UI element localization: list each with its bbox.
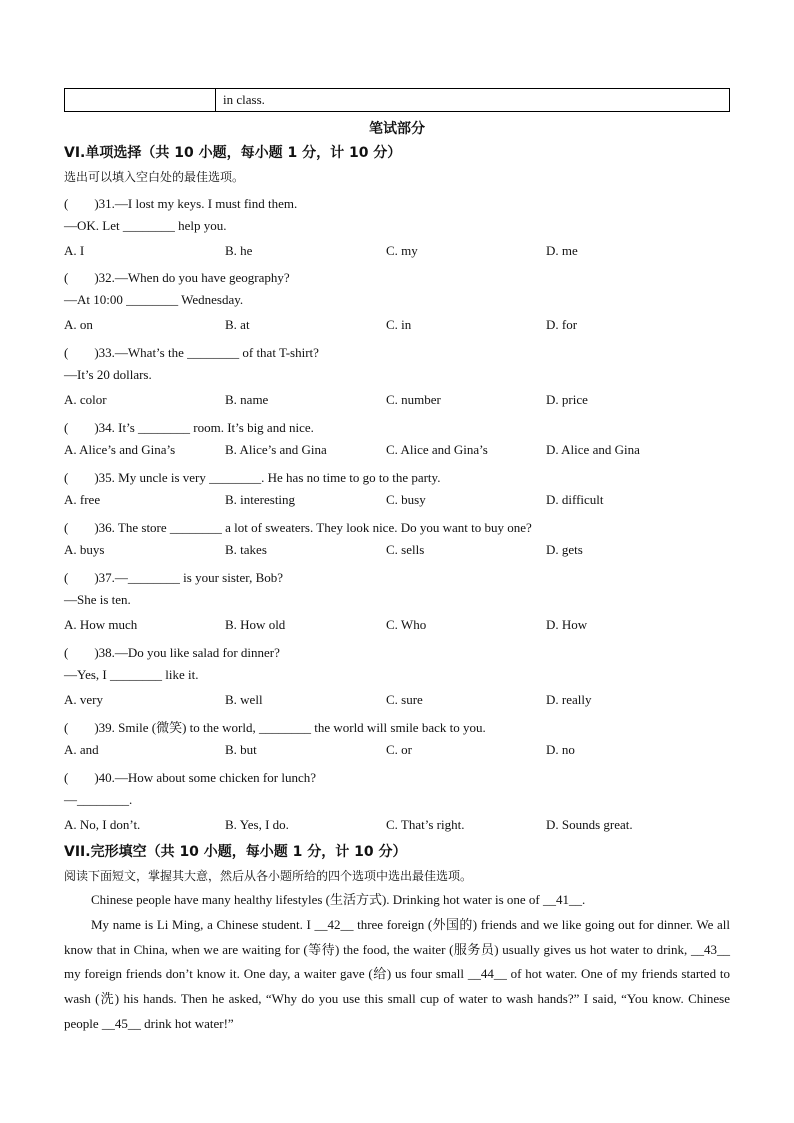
question-34-options [64,442,730,460]
option-b: B. he [225,243,253,258]
table-cell-empty [65,89,216,111]
option-d: D. really [546,692,592,707]
question-40-options [64,817,730,835]
question-37: ( )37.—________ is your sister, Bob? [64,570,284,585]
option-c: C. or [386,742,412,757]
option-c: C. Who [386,617,427,632]
option-d: D. gets [546,542,583,557]
option-d: D. no [546,742,575,757]
option-c: C. in [386,317,412,332]
option-a: A. How much [64,617,138,632]
option-d: D. price [546,392,588,407]
question-40-line2: —________. [64,792,133,807]
option-d: D. Alice and Gina [546,442,640,457]
section-7-heading: VII.完形填空（共 10 小题，每小题 1 分，计 10 分） [64,844,407,860]
question-39: ( )39. Smile (微笑) to the world, ________ the world will smile back to you. [64,720,486,735]
option-c: C. sells [386,542,425,557]
question-38-options [64,692,730,710]
question-32-options [64,317,730,335]
table-cell-text: in class. [223,92,265,107]
question-32-line2: —At 10:00 ________ Wednesday. [64,292,244,307]
option-d: D. for [546,317,578,332]
answer-table-row [64,88,730,112]
option-c: C. Alice and Gina’s [386,442,488,457]
option-c: C. That’s right. [386,817,465,832]
question-31-line2: —OK. Let ________ help you. [64,218,227,233]
question-36-options [64,542,730,560]
question-38-line2: —Yes, I ________ like it. [64,667,199,682]
option-c: C. my [386,243,418,258]
option-a: A. No, I don’t. [64,817,141,832]
question-40: ( )40.—How about some chicken for lunch? [64,770,316,785]
section-6-heading: VI.单项选择（共 10 小题，每小题 1 分，计 10 分） [64,145,402,161]
question-31-options [64,243,730,261]
question-33: ( )33.—What’s the ________ of that T-shirt? [64,345,319,360]
option-a: A. color [64,392,107,407]
question-37-line2: —She is ten. [64,592,131,607]
option-b: B. takes [225,542,267,557]
option-a: A. and [64,742,99,757]
question-32: ( )32.—When do you have geography? [64,270,290,285]
question-37-options [64,617,730,635]
section-7-instruction: 阅读下面短文，掌握其大意，然后从各小题所给的四个选项中选出最佳选项。 [64,869,473,883]
option-a: A. I [64,243,85,258]
option-d: D. difficult [546,492,604,507]
question-36: ( )36. The store ________ a lot of sweaters. They look nice. Do you want to buy one? [64,520,532,535]
option-d: D. How [546,617,588,632]
question-38: ( )38.—Do you like salad for dinner? [64,645,280,660]
option-b: B. How old [225,617,286,632]
option-a: A. on [64,317,93,332]
option-d: D. Sounds great. [546,817,633,832]
passage-paragraph-1: Chinese people have many healthy lifestyles (生活方式). Drinking hot water is one of __41__. [91,892,586,907]
option-d: D. me [546,243,578,258]
option-a: A. very [64,692,103,707]
option-c: C. busy [386,492,426,507]
question-39-options [64,742,730,760]
option-a: A. buys [64,542,105,557]
question-31: ( )31.—I lost my keys. I must find them. [64,196,298,211]
option-b: B. but [225,742,257,757]
option-b: B. name [225,392,269,407]
option-b: B. Alice’s and Gina [225,442,327,457]
question-35-options [64,492,730,510]
option-b: B. Yes, I do. [225,817,289,832]
option-c: C. sure [386,692,423,707]
section-6-instruction: 选出可以填入空白处的最佳选项。 [64,170,245,184]
option-b: B. well [225,692,263,707]
written-part-title: 笔试部分 [369,121,425,137]
passage-paragraph-2: My name is Li Ming, a Chinese student. I __42__ three foreign (外国的) friends and we like going out for dinner. We all know that in China, when we are waiting for (等待) the food, the waiter (服务员) usually gives us hot water to drink, __43__ my foreign friends don’t know it. One day, a waiter gave (给) us four small __44__ of hot water. One of my friends started to wash (洗) his hands. Then he asked, “Why do you use this small cup of water to wash hands?” I said, “You know. Chinese people __45__ drink hot water!” [64,916,730,1031]
question-34: ( )34. It’s ________ room. It’s big and nice. [64,420,314,435]
question-33-line2: —It’s 20 dollars. [64,367,152,382]
option-a: A. Alice’s and Gina’s [64,442,176,457]
option-b: B. at [225,317,250,332]
option-a: A. free [64,492,101,507]
option-c: C. number [386,392,441,407]
question-33-options [64,392,730,410]
cloze-passage [64,888,730,1037]
option-b: B. interesting [225,492,296,507]
question-35: ( )35. My uncle is very ________. He has no time to go to the party. [64,470,441,485]
